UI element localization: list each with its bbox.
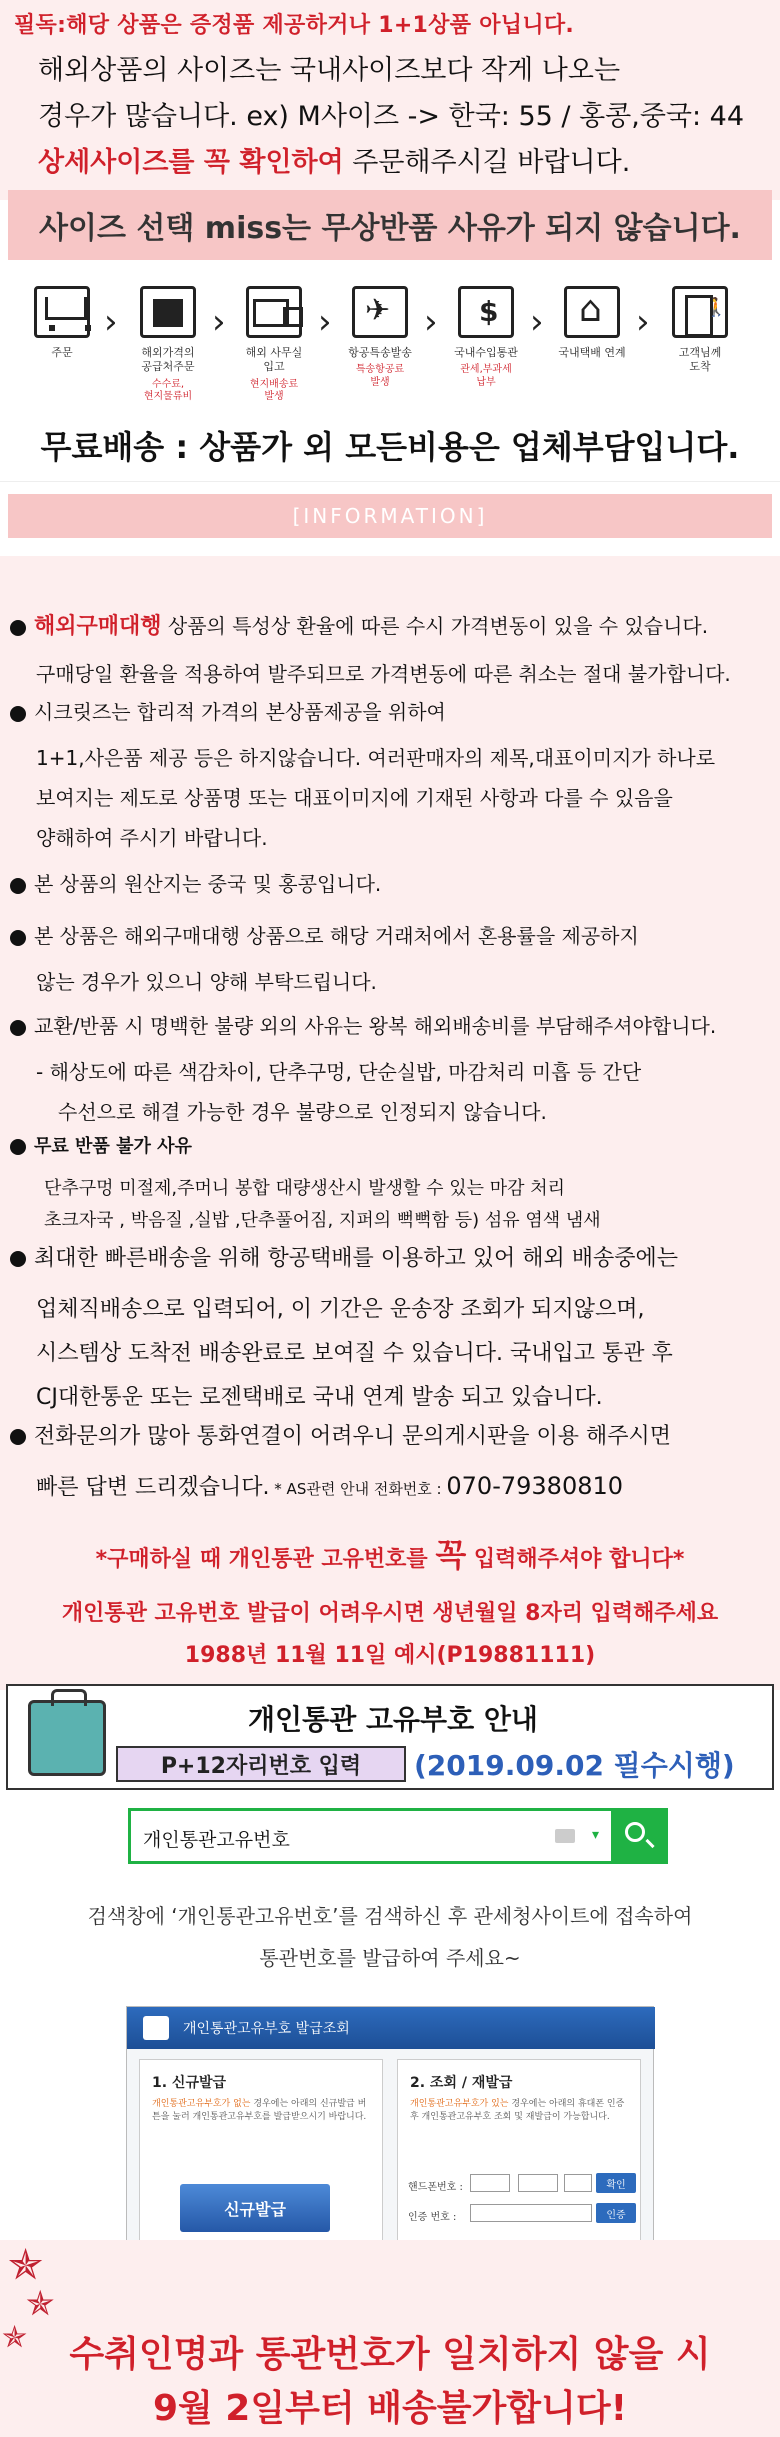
new-issue-button[interactable]: 신규발급 xyxy=(180,2184,330,2232)
panel-desc: 개인통관고유부호가 없는 경우에는 아래의 신규발급 버튼을 눌러 개인통관고유부호를 발급받으시기 바랍니다. xyxy=(152,2099,367,2123)
new-issue-panel xyxy=(139,2059,383,2249)
info-text: 보여지는 제도로 상품명 또는 대표이미지에 기재된 사항과 다를 수 있음을 xyxy=(36,786,673,810)
step-cost: 현지배송료 발생 xyxy=(249,378,299,403)
step-label: 항공특송발송 xyxy=(348,346,412,359)
chevron-right-icon: › xyxy=(104,302,118,342)
process-step xyxy=(234,286,314,404)
notice-line-3 xyxy=(38,140,630,179)
bullet-icon xyxy=(10,1139,26,1155)
info-item: 교환/반품 시 명백한 불량 외의 사유는 왕복 해외배송비를 부담해주셔야합니다. xyxy=(10,1016,716,1036)
step-label: 고객님께 도착 xyxy=(678,346,722,374)
info-item: 시크릿즈는 합리적 가격의 본상품제공을 위하여 xyxy=(10,702,446,722)
airplane-icon xyxy=(352,286,408,338)
info-text: 수선으로 해결 가능한 경우 불량으로 인정되지 않습니다. xyxy=(58,1100,547,1124)
info-item: 전화문의가 많아 통화연결이 어려우니 문의게시판을 이용 해주시면 xyxy=(10,1426,671,1448)
notice-line-1: 해외상품의 사이즈는 국내사이즈보다 작게 나오는 xyxy=(38,55,621,86)
luggage-icon xyxy=(28,1700,106,1776)
info-item: 무료 반품 불가 사유 xyxy=(10,1138,192,1156)
bullet-icon xyxy=(10,878,26,894)
portal-header: 개인통관고유부호 발급조회 xyxy=(127,2007,655,2049)
step-label: 해외가격의 공급처주문 xyxy=(141,346,195,374)
info-item: 본 상품의 원산지는 중국 및 홍콩입니다. xyxy=(10,874,381,894)
information-band: [INFORMATION] xyxy=(8,494,772,538)
search-box[interactable] xyxy=(128,1808,668,1864)
search-input[interactable]: 개인통관고유번호 xyxy=(143,1829,290,1851)
bullet-icon xyxy=(10,930,26,946)
final-line-1: 수취인명과 통관번호가 일치하지 않을 시 xyxy=(69,2334,711,2375)
step-label: 주문 xyxy=(51,346,73,359)
customs-id-box xyxy=(6,1684,774,1790)
customs-line-2: 개인통관 고유번호 발급이 어려우시면 생년월일 8자리 입력해주세요 xyxy=(61,1601,719,1626)
process-step xyxy=(128,286,208,404)
customs-line-1: *구매하실 때 개인통관 고유번호를 꼭 입력해주셔야 합니다* xyxy=(95,1536,685,1574)
info-text: 1+1,사은품 제공 등은 하지않습니다. 여러판매자의 제목,대표이미지가 하나로 xyxy=(36,746,716,770)
customs-line-3: 1988년 11월 11일 예시(P19881111) xyxy=(184,1643,596,1668)
search-icon xyxy=(625,1822,645,1842)
chevron-right-icon: › xyxy=(636,302,650,342)
final-line-2: 9월 2일부터 배송불가합니다! xyxy=(152,2388,628,2429)
info-text: 단추구멍 미절제,주머니 봉합 대량생산시 발생할 수 있는 마감 처리 xyxy=(44,1178,565,1199)
size-warning-band: 사이즈 선택 miss는 무상반품 사유가 되지 않습니다. xyxy=(8,190,772,260)
chevron-right-icon: › xyxy=(212,302,226,342)
chevron-right-icon: › xyxy=(318,302,332,342)
step-cost: 수수료, 현지물류비 xyxy=(143,378,193,403)
info-text: 양해하여 주시기 바랍니다. xyxy=(36,826,268,850)
panel-title: 1. 신규발급 xyxy=(152,2075,227,2091)
cart-icon xyxy=(34,286,90,338)
dropdown-icon[interactable]: ▾ xyxy=(591,1827,599,1843)
info-text: 시스템상 도착전 배송완료로 보여질 수 있습니다. 국내입고 통관 후 xyxy=(36,1341,673,1366)
information-list xyxy=(0,556,780,1586)
phone-input-3[interactable] xyxy=(564,2174,592,2192)
house-icon xyxy=(564,286,620,338)
customs-format-pill: P+12자리번호 입력 xyxy=(116,1746,406,1782)
info-text: 초크자국 , 박음질 ,실밥 ,단추풀어짐, 지퍼의 뻑뻑함 등) 섬유 염색 냄새 xyxy=(44,1210,601,1231)
info-text: 업체직배송으로 입력되어, 이 기간은 운송장 조회가 되지않으며, xyxy=(36,1297,645,1322)
star-icon: ✯ xyxy=(26,2284,55,2324)
info-text: CJ대한통운 또는 로젠택배로 국내 연계 발송 되고 있습니다. xyxy=(36,1385,603,1410)
bullet-icon xyxy=(10,706,26,722)
process-step xyxy=(22,286,102,360)
bullet-icon xyxy=(10,620,26,636)
chevron-right-icon: › xyxy=(530,302,544,342)
notice-line-3-highlight: 상세사이즈를 꼭 확인하여 xyxy=(38,147,344,178)
info-item: 본 상품은 해외구매대행 상품으로 해당 거래처에서 혼용률을 제공하지 xyxy=(10,926,639,946)
search-button[interactable] xyxy=(611,1811,665,1861)
search-guide-1: 검색창에 ‘개인통관고유번호’를 검색하신 후 관세청사이트에 접속하여 xyxy=(87,1904,693,1928)
door-icon xyxy=(672,286,728,338)
chevron-right-icon: › xyxy=(424,302,438,342)
process-step xyxy=(340,286,420,389)
truck-icon xyxy=(246,286,302,338)
lookup-panel xyxy=(397,2059,641,2249)
final-warning xyxy=(0,2240,780,2437)
code-label: 인증 번호 : xyxy=(408,2212,457,2223)
confirm-button[interactable]: 확인 xyxy=(596,2173,636,2193)
notice-line-3-rest: 주문해주시길 바랍니다. xyxy=(343,147,631,178)
bullet-icon xyxy=(10,1020,26,1036)
keyboard-icon[interactable] xyxy=(555,1829,575,1843)
verify-button[interactable]: 인증 xyxy=(596,2203,636,2223)
info-text: 빠른 답변 드리겠습니다. * AS관련 안내 전화번호 : 070-79380810 xyxy=(36,1472,624,1500)
info-item: 최대한 빠른배송을 위해 항공택배를 이용하고 있어 해외 배송중에는 xyxy=(10,1248,678,1270)
as-phone-number: 070-79380810 xyxy=(446,1472,624,1500)
panel-desc: 개인통관고유부호가 있는 경우에는 아래의 휴대폰 인증 후 개인통관고유부호 조회 및 재발급이 가능합니다. xyxy=(410,2099,625,2123)
auth-code-input[interactable] xyxy=(470,2204,592,2222)
package-icon xyxy=(140,286,196,338)
star-icon: ✯ xyxy=(8,2240,44,2289)
notice-line-2: 경우가 많습니다. ex) M사이즈 -> 한국: 55 / 홍콩,중국: 44 xyxy=(38,101,745,132)
process-step xyxy=(660,286,740,375)
customs-box-title: 개인통관 고유부호 안내 xyxy=(248,1703,538,1736)
customs-portal xyxy=(126,2006,654,2268)
customs-effective-date: (2019.09.02 필수시행) xyxy=(414,1749,735,1782)
info-text: 않는 경우가 있으니 양해 부탁드립니다. xyxy=(36,970,377,994)
info-text: - 해상도에 따른 색감차이, 단추구멍, 단순실밥, 마감처리 미흡 등 간단 xyxy=(36,1060,642,1084)
phone-input-2[interactable] xyxy=(518,2174,558,2192)
process-step xyxy=(552,286,632,360)
notice-warning: 필독:해당 상품은 증정품 제공하거나 1+1상품 아닙니다. xyxy=(14,13,575,38)
bullet-icon xyxy=(10,1251,26,1267)
step-cost: 특송항공료 발생 xyxy=(355,364,405,388)
step-label: 국내수입통관 xyxy=(454,346,518,359)
notice-section xyxy=(0,0,780,200)
panel-title: 2. 조회 / 재발급 xyxy=(410,2075,513,2091)
phone-label: 핸드폰번호 : xyxy=(408,2182,463,2193)
bullet-icon xyxy=(10,1429,26,1445)
star-icon: ✯ xyxy=(2,2320,28,2355)
customs-section xyxy=(0,1520,780,1690)
info-item: 해외구매대행 상품의 특성상 환율에 따른 수시 가격변동이 있을 수 있습니다. xyxy=(10,616,708,638)
step-label: 해외 사무실 입고 xyxy=(245,346,303,374)
step-label: 국내택배 연계 xyxy=(558,346,626,359)
step-cost: 관세,부과세 납부 xyxy=(460,364,512,388)
info-text: 구매당일 환율을 적용하여 발주되므로 가격변동에 따른 취소는 절대 불가합니다. xyxy=(36,662,731,686)
shipping-process xyxy=(0,272,780,482)
receipt-icon xyxy=(458,286,514,338)
phone-input-1[interactable] xyxy=(470,2174,510,2192)
process-step xyxy=(446,286,526,389)
portal-logo-icon xyxy=(143,2016,169,2040)
search-guide-2: 통관번호를 발급하여 주세요~ xyxy=(259,1946,521,1970)
free-shipping-notice: 무료배송 : 상품가 외 모든비용은 업체부담입니다. xyxy=(40,428,740,466)
